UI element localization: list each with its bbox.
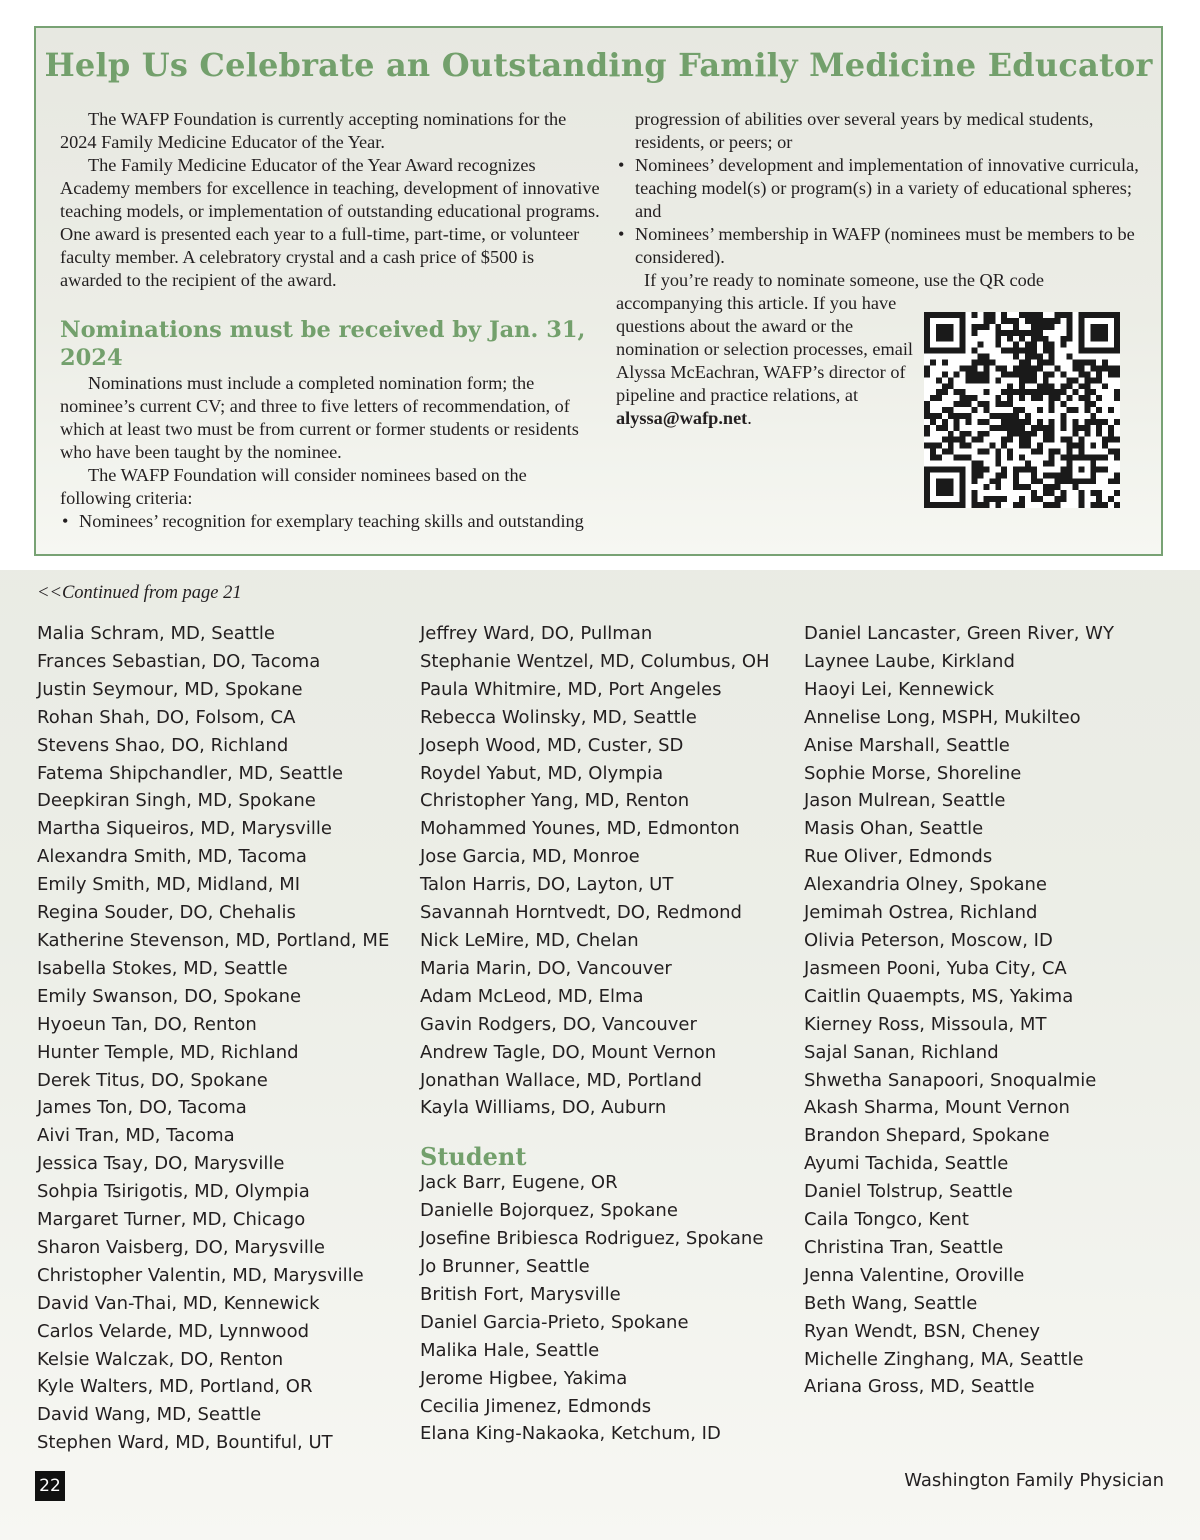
list-item: Hyoeun Tan, DO, Renton [37, 1013, 257, 1035]
list-item: Stevens Shao, DO, Richland [37, 734, 289, 756]
list-item: Malia Schram, MD, Seattle [37, 623, 276, 644]
list-item: Jeffrey Ward, DO, Pullman [420, 623, 653, 644]
names-column-2-list [420, 620, 770, 1122]
list-item: Anise Marshall, Seattle [804, 734, 1010, 756]
list-item: Beth Wang, Seattle [804, 1292, 978, 1314]
list-item: Nick LeMire, MD, Chelan [420, 929, 639, 951]
criterion-3-text: Nominees’ membership in WAFP (nominees must be members to be considered). [635, 224, 1135, 267]
list-item: Kelsie Walczak, DO, Renton [37, 1348, 284, 1370]
list-item: Kierney Ross, Missoula, MT [804, 1013, 1047, 1035]
list-item: Regina Souder, DO, Chehalis [37, 902, 296, 924]
list-item: Jerome Higbee, Yakima [420, 1367, 628, 1389]
continued-label: <<Continued from page 21 [37, 583, 242, 603]
list-item: Rue Oliver, Edmonds [804, 846, 993, 868]
list-item: Sajal Sanan, Richland [804, 1041, 999, 1063]
list-item: Daniel Lancaster, Green River, WY [804, 623, 1114, 644]
contact-line-1: If you’re ready to nominate someone, use the QR code [644, 270, 1045, 290]
list-item: Rebecca Wolinsky, MD, Seattle [420, 706, 697, 728]
list-item: Daniel Garcia-Prieto, Spokane [420, 1311, 689, 1333]
list-item: Jose Garcia, MD, Monroe [420, 846, 640, 868]
bullet-icon: • [618, 224, 625, 244]
list-item: Fatema Shipchandler, MD, Seattle [37, 762, 344, 784]
list-item: Rohan Shah, DO, Folsom, CA [37, 706, 296, 728]
deadline-heading: Nominations must be received by Jan. 31, 2024 [60, 317, 586, 371]
list-item: Isabella Stokes, MD, Seattle [37, 957, 288, 979]
contact-email-link[interactable]: alyssa@wafp.net [616, 408, 748, 428]
list-item: Maria Marin, DO, Vancouver [420, 957, 672, 979]
contact-end: . [747, 408, 752, 428]
list-item: Masis Ohan, Seattle [804, 818, 984, 840]
list-item: Talon Harris, DO, Layton, UT [420, 874, 674, 896]
criteria-intro: The WAFP Foundation will consider nominees based on the following criteria: [60, 465, 527, 508]
list-item: Stephanie Wentzel, MD, Columbus, OH [420, 650, 770, 672]
list-item: Cecilia Jimenez, Edmonds [420, 1395, 652, 1417]
list-item: Jenna Valentine, Oroville [804, 1264, 1025, 1286]
list-item: Katherine Stevenson, MD, Portland, ME [37, 929, 390, 951]
list-item: Josefine Bribiesca Rodriguez, Spokane [420, 1228, 764, 1250]
list-item: Andrew Tagle, DO, Mount Vernon [420, 1041, 717, 1063]
list-item: Sophie Morse, Shoreline [804, 762, 1022, 784]
list-item: Roydel Yabut, MD, Olympia [420, 762, 664, 784]
list-item: Kayla Williams, DO, Auburn [420, 1097, 667, 1119]
criterion-2 [616, 154, 1151, 223]
list-item: Caitlin Quaempts, MS, Yakima [804, 985, 1074, 1007]
list-item: Jason Mulrean, Seattle [804, 790, 1006, 812]
list-item: Frances Sebastian, DO, Tacoma [37, 650, 321, 672]
list-item: Alexandria Olney, Spokane [804, 874, 1047, 896]
list-item: Jessica Tsay, DO, Marysville [37, 1153, 285, 1175]
intro-paragraph-2: The Family Medicine Educator of the Year Award recognizes Academy members for excellence in teaching, development of innovative teaching models, or implementation of outstanding educational programs. One award is presented each year to a full-time, part-time, or volunteer faculty member. A celebratory crystal and a cash price of $500 is awarded to the recipient of the award. [60, 155, 600, 290]
list-item: Michelle Zinghang, MA, Seattle [804, 1348, 1084, 1370]
list-item: Ryan Wendt, BSN, Cheney [804, 1320, 1041, 1342]
names-column-2 [420, 620, 770, 1448]
list-item: Sohpia Tsirigotis, MD, Olympia [37, 1181, 310, 1203]
list-item: Martha Siqueiros, MD, Marysville [37, 818, 332, 840]
list-item: Jasmeen Pooni, Yuba City, CA [804, 957, 1067, 979]
intro-paragraph-1: The WAFP Foundation is currently accepting nominations for the 2024 Family Medicine Educator of the Year. [60, 109, 567, 152]
publication-name: Washington Family Physician [904, 1470, 1164, 1491]
list-item: Elana King-Nakaoka, Ketchum, ID [420, 1423, 721, 1445]
names-column-1 [37, 620, 389, 1457]
list-item: Aivi Tran, MD, Tacoma [37, 1125, 235, 1147]
list-item: David Van-Thai, MD, Kennewick [37, 1292, 320, 1314]
list-item: Brandon Shepard, Spokane [804, 1125, 1050, 1147]
criterion-1-start [60, 510, 600, 533]
list-item: Gavin Rodgers, DO, Vancouver [420, 1013, 697, 1035]
list-item: James Ton, DO, Tacoma [37, 1097, 247, 1119]
list-item: Deepkiran Singh, MD, Spokane [37, 790, 316, 812]
student-heading: Student [420, 1142, 527, 1172]
list-item: Jo Brunner, Seattle [420, 1256, 590, 1278]
list-item: Paula Whitmire, MD, Port Angeles [420, 678, 722, 700]
list-item: Olivia Peterson, Moscow, ID [804, 929, 1053, 951]
list-item: Emily Smith, MD, Midland, MI [37, 874, 301, 896]
list-item: Carlos Velarde, MD, Lynnwood [37, 1320, 310, 1342]
criterion-3 [616, 223, 1151, 269]
qr-code-icon[interactable] [924, 312, 1120, 508]
feature-left-column [60, 108, 600, 533]
list-item: Ayumi Tachida, Seattle [804, 1153, 1009, 1175]
list-item: Akash Sharma, Mount Vernon [804, 1097, 1070, 1119]
list-item: Jonathan Wallace, MD, Portland [420, 1069, 702, 1091]
requirements-paragraph: Nominations must include a completed nomination form; the nominee’s current CV; and three to five letters of recommendation, of which at least two must be from current or former students or residents who have been taught by the nominee. [60, 373, 579, 462]
student-list [420, 1169, 770, 1448]
list-item: Christopher Valentin, MD, Marysville [37, 1264, 364, 1286]
contact-text: accompanying this article. If you have questions about the award or the nomination or selection processes, email Alyssa McEachran, WAFP’s director of pipeline and practice relations, at [616, 293, 913, 405]
list-item: Ariana Gross, MD, Seattle [804, 1376, 1035, 1398]
bullet-icon: • [62, 511, 69, 531]
list-item: Justin Seymour, MD, Spokane [37, 678, 303, 700]
list-item: Laynee Laube, Kirkland [804, 650, 1015, 672]
list-item: Christopher Yang, MD, Renton [420, 790, 690, 812]
list-item: Daniel Tolstrup, Seattle [804, 1181, 1013, 1203]
list-item: Sharon Vaisberg, DO, Marysville [37, 1236, 325, 1258]
list-item: David Wang, MD, Seattle [37, 1404, 262, 1426]
list-item: Savannah Horntvedt, DO, Redmond [420, 902, 742, 924]
page-number: 22 [35, 1471, 65, 1501]
list-item: Emily Swanson, DO, Spokane [37, 985, 302, 1007]
criterion-1-text-start: Nominees’ recognition for exemplary teaching skills and outstanding [79, 511, 584, 531]
list-item: Margaret Turner, MD, Chicago [37, 1209, 306, 1231]
list-item: Alexandra Smith, MD, Tacoma [37, 846, 307, 868]
bullet-icon: • [618, 155, 625, 175]
names-column-3 [804, 620, 1114, 1401]
qr-code-graphic [924, 312, 1120, 508]
list-item: Haoyi Lei, Kennewick [804, 678, 995, 700]
contact-paragraph [616, 292, 916, 430]
list-item: Jemimah Ostrea, Richland [804, 902, 1038, 924]
list-item: Danielle Bojorquez, Spokane [420, 1200, 678, 1222]
feature-title: Help Us Celebrate an Outstanding Family Medicine Educator [44, 46, 1153, 84]
list-item: Hunter Temple, MD, Richland [37, 1041, 299, 1063]
list-item: British Fort, Marysville [420, 1283, 621, 1305]
list-item: Jack Barr, Eugene, OR [420, 1172, 618, 1194]
list-item: Derek Titus, DO, Spokane [37, 1069, 268, 1091]
criterion-1-end: progression of abilities over several years by medical students, residents, or peers; or [635, 109, 1094, 152]
list-item: Kyle Walters, MD, Portland, OR [37, 1376, 313, 1398]
list-item: Malika Hale, Seattle [420, 1339, 600, 1361]
list-item: Adam McLeod, MD, Elma [420, 985, 644, 1007]
list-item: Joseph Wood, MD, Custer, SD [420, 734, 684, 756]
list-item: Annelise Long, MSPH, Mukilteo [804, 706, 1081, 728]
list-item: Mohammed Younes, MD, Edmonton [420, 818, 740, 840]
list-item: Shwetha Sanapoori, Snoqualmie [804, 1069, 1097, 1091]
criterion-2-text: Nominees’ development and implementation of innovative curricula, teaching model(s) or program(s) in a variety of educational spheres; and [635, 155, 1139, 221]
list-item: Stephen Ward, MD, Bountiful, UT [37, 1432, 333, 1454]
feature-box [34, 26, 1163, 556]
list-item: Christina Tran, Seattle [804, 1236, 1004, 1258]
list-item: Caila Tongco, Kent [804, 1209, 969, 1231]
